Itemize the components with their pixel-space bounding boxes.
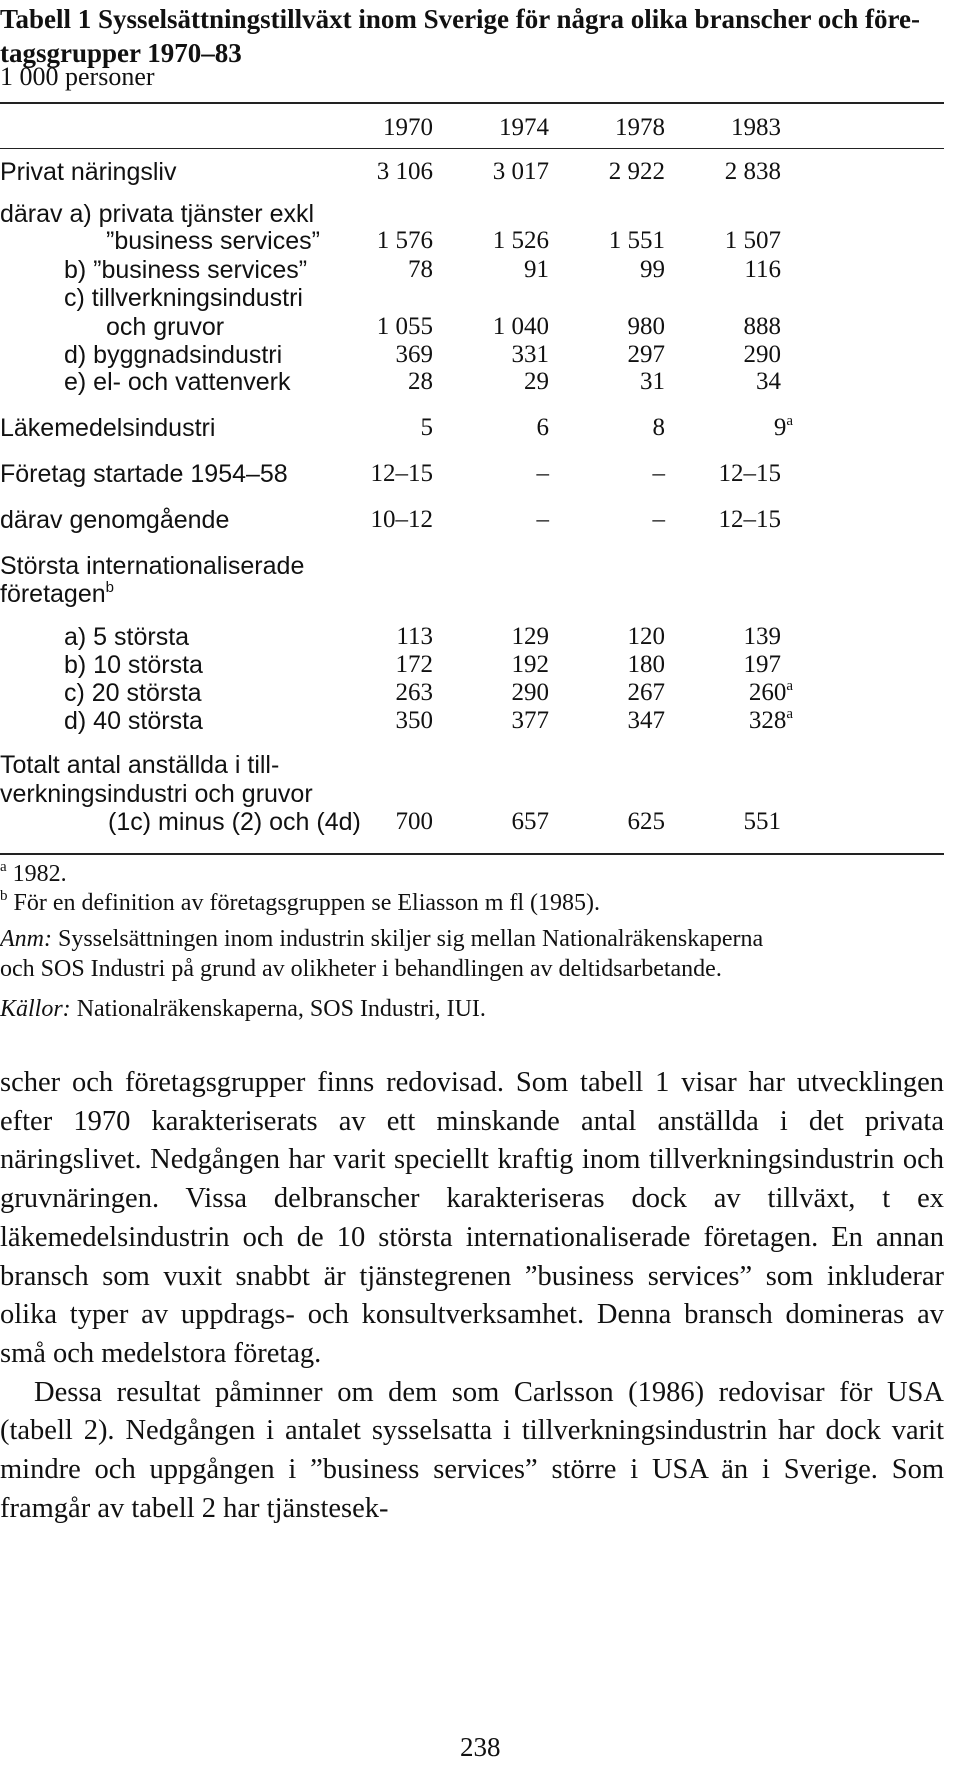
- table-cell: –: [652, 506, 665, 533]
- row-label: d) byggnadsindustri: [64, 341, 283, 369]
- table-cell: 120: [627, 623, 665, 650]
- table-cell: 6: [536, 414, 549, 441]
- table-cell: 888: [743, 313, 781, 340]
- table-cell: 3 017: [492, 158, 549, 185]
- row-label: och gruvor: [106, 313, 225, 341]
- footnote-b: $^b$ För en definition av företagsgruppen se Eliasson m fl (1985).: [0, 888, 601, 916]
- table-cell: 29: [524, 368, 549, 395]
- header-rule: [0, 148, 944, 149]
- body-text: [0, 1064, 944, 1528]
- table-title-line-2: tagsgrupper 1970–83: [0, 38, 242, 68]
- table-cell: 2 838: [724, 158, 781, 185]
- year-header-cell: 1970: [383, 114, 433, 141]
- row-label: b) 10 största: [64, 651, 203, 679]
- footnote-a: $^a$ 1982.: [0, 859, 67, 887]
- table-cell: 129: [511, 623, 549, 650]
- table-cell: 12–15: [370, 460, 433, 487]
- row-label: därav genomgående: [0, 506, 230, 534]
- table-cell: 113: [396, 623, 433, 650]
- table-cell: 700: [395, 808, 433, 835]
- row-label: d) 40 största: [64, 707, 203, 735]
- table-cell: 1 507: [724, 227, 781, 254]
- row-label: c) tillverkningsindustri: [64, 284, 303, 312]
- table-cell: 657: [511, 808, 549, 835]
- table-cell: 197: [743, 651, 781, 678]
- footnote-sources: Källor: Nationalräkenskaperna, SOS Industri, IUI.: [0, 996, 486, 1022]
- table-cell: 28: [408, 368, 433, 395]
- table-cell: 290: [743, 341, 781, 368]
- row-label: b) ”business services”: [64, 256, 308, 284]
- table-cell: 12–15: [718, 506, 781, 533]
- table-cell: 3 106: [376, 158, 433, 185]
- table-cell: 192: [511, 651, 549, 678]
- table-cell: 91: [524, 256, 549, 283]
- table-cell: 172: [395, 651, 433, 678]
- table-cell: –: [536, 506, 549, 533]
- row-label: a) 5 största: [64, 623, 190, 651]
- table-cell: 369: [395, 341, 433, 368]
- table-cell: 297: [627, 341, 665, 368]
- table-cell: 34: [756, 368, 781, 395]
- table-bottom-rule: [0, 853, 944, 855]
- table-cell: 8: [652, 414, 665, 441]
- footnote-anm-line-2: och SOS Industri på grund av olikheter i behandlingen av deltidsarbetande.: [0, 956, 722, 982]
- table-cell: 99: [640, 256, 665, 283]
- table-cell: 1 040: [492, 313, 549, 340]
- row-label: ”business services”: [106, 227, 320, 255]
- table-cell: 2 922: [608, 158, 665, 185]
- footnote-anm-line-1: Anm: Sysselsättningen inom industrin skiljer sig mellan Nationalräkenskaperna: [0, 926, 764, 952]
- table-cell: 350: [395, 707, 433, 734]
- table-top-rule: [0, 102, 944, 104]
- table-cell: 5: [420, 414, 433, 441]
- table-cell: 1 576: [376, 227, 433, 254]
- year-header-cell: 1974: [499, 114, 549, 141]
- row-label: Läkemedelsindustri: [0, 414, 216, 442]
- body-paragraph-2: Dessa resultat påminner om dem som Carlsson (1986) redovisar för USA (tabell 2). Nedgången i antalet sysselsatta i tillverkningsindustrin har dock varit mindre och uppgången i ”business services” större i USA än i Sverige. Som framgår av tabell 2 har tjänstesek-: [0, 1376, 944, 1524]
- row-label: företagen$^b$: [0, 579, 114, 608]
- table-cell: 31: [640, 368, 665, 395]
- table-cell: 263: [395, 679, 433, 706]
- table-cell: 980: [627, 313, 665, 340]
- table-cell: 290: [511, 679, 549, 706]
- table-cell: 260$^a$: [748, 678, 793, 706]
- table-cell: 139: [743, 623, 781, 650]
- table-cell: 347: [627, 707, 665, 734]
- body-paragraph-1: scher och företagsgrupper finns redovisad. Som tabell 1 visar har utvecklingen efter 1970 karakteriserats av ett minskande antal anställda i det privata näringslivet. Nedgången har varit speciellt kraftig inom tillverkningsindustrin och gruvnäringen. Vissa delbranscher karakteriseras dock av tillväxt, t ex läkemedelsindustrin och de 10 största internationaliserade företagen. En annan bransch som vuxit snabbt är tjänstegrenen ”business services” som inkluderar olika typer av uppdrags- och konsultverksamhet. Denna bransch domineras av små och medelstora företag.: [0, 1067, 944, 1369]
- table-cell: 1 526: [492, 227, 549, 254]
- table-cell: 1 551: [608, 227, 665, 254]
- table-cell: 180: [627, 651, 665, 678]
- row-label: Största internationaliserade: [0, 552, 305, 580]
- table-title-line-1: Tabell 1 Sysselsättningstillväxt inom Sverige för några olika branscher och före-: [0, 4, 921, 34]
- table-cell: 377: [511, 707, 549, 734]
- table-cell: 551: [743, 808, 781, 835]
- year-header-cell: 1978: [615, 114, 665, 141]
- table-cell: –: [652, 460, 665, 487]
- table-cell: 625: [627, 808, 665, 835]
- row-label: e) el- och vattenverk: [64, 368, 291, 396]
- row-label: (1c) minus (2) och (4d): [108, 808, 361, 836]
- page-number: 238: [460, 1732, 501, 1762]
- row-label: Företag startade 1954–58: [0, 460, 288, 488]
- table-cell: 12–15: [718, 460, 781, 487]
- table-unit: 1 000 personer: [0, 62, 155, 91]
- table-cell: 267: [627, 679, 665, 706]
- year-header-cell: 1983: [731, 114, 781, 141]
- table-cell: –: [536, 460, 549, 487]
- table-cell: 331: [511, 341, 549, 368]
- row-label: Privat näringsliv: [0, 158, 177, 186]
- row-label: c) 20 största: [64, 679, 202, 707]
- row-label: verkningsindustri och gruvor: [0, 780, 313, 808]
- table-cell: 1 055: [376, 313, 433, 340]
- table-cell: 116: [744, 256, 781, 283]
- row-label: därav a) privata tjänster exkl: [0, 200, 315, 228]
- table-cell: 10–12: [370, 506, 433, 533]
- row-label: Totalt antal anställda i till-: [0, 751, 280, 779]
- table-cell: 328$^a$: [748, 706, 793, 734]
- table-cell: 78: [408, 256, 433, 283]
- table-cell: 9$^a$: [773, 413, 793, 441]
